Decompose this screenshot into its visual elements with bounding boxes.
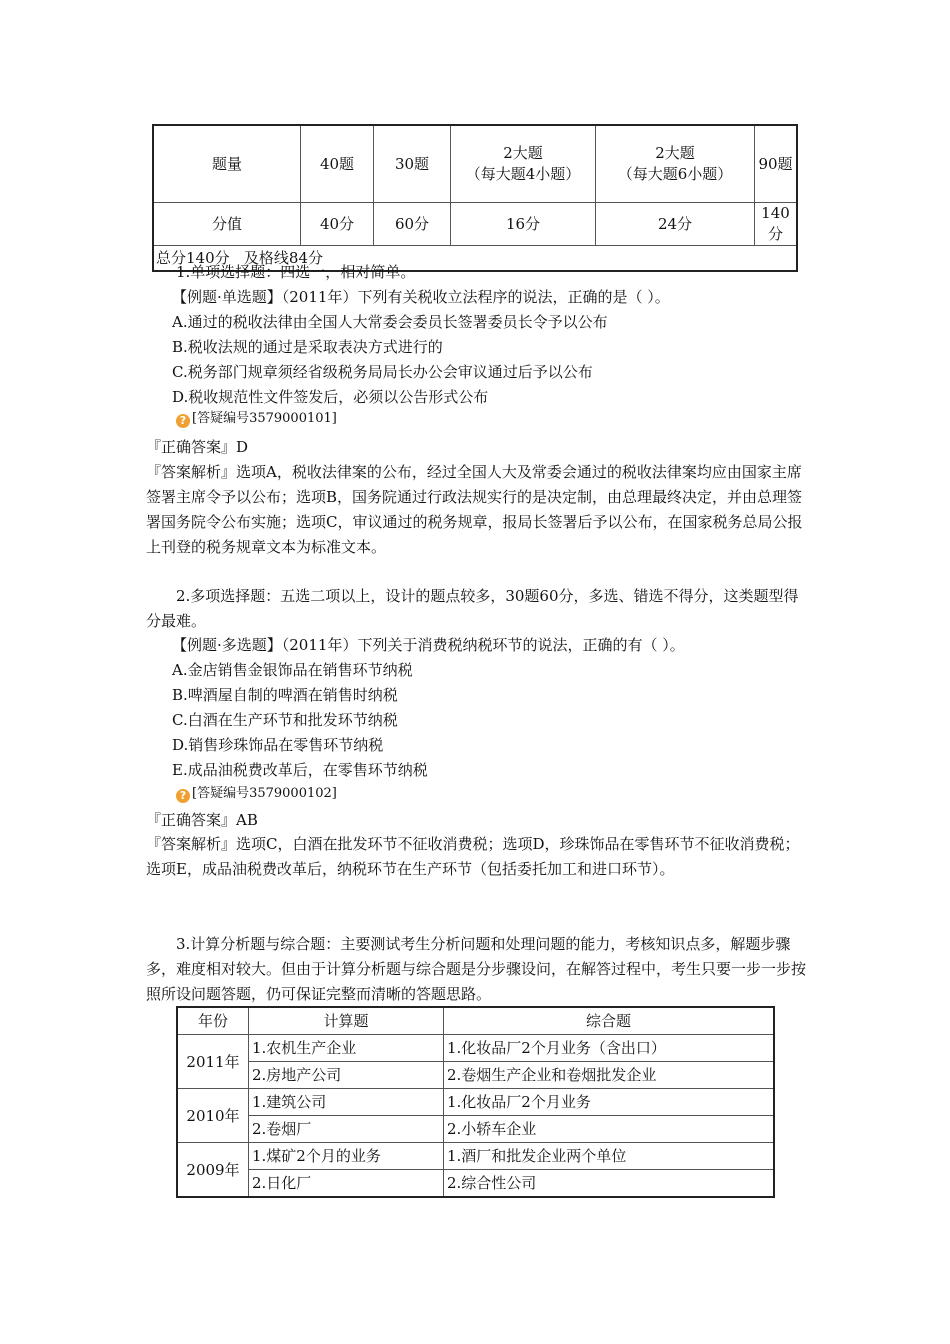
exam-history-table bbox=[176, 1006, 775, 1198]
option-d: D.税收规范性文件签发后，必须以公告形式公布 bbox=[172, 388, 489, 406]
table-cell: 题量 bbox=[153, 125, 301, 203]
option-c: C.税务部门规章须经省级税务局局长办公会审议通过后予以公布 bbox=[172, 363, 593, 381]
table-cell: 40分 bbox=[301, 203, 374, 246]
option-b: B.税收法规的通过是采取表决方式进行的 bbox=[172, 338, 443, 356]
year-cell: 2009年 bbox=[177, 1143, 249, 1198]
table-cell: 24分 bbox=[596, 203, 755, 246]
option-a: A.通过的税收法律由全国人大常委会委员长签署委员长令予以公布 bbox=[172, 313, 608, 331]
correct-answer: 『正确答案』AB bbox=[146, 811, 258, 829]
year-cell: 2010年 bbox=[177, 1089, 249, 1143]
correct-answer: 『正确答案』D bbox=[146, 438, 249, 456]
example-question: 【例题·多选题】（2011年）下列关于消费税纳税环节的说法，正确的有（ ）。 bbox=[172, 636, 685, 654]
exam-structure-table bbox=[152, 124, 798, 272]
option-c: C.白酒在生产环节和批发环节纳税 bbox=[172, 711, 398, 729]
example-question: 【例题·单选题】（2011年）下列有关税收立法程序的说法，正确的是（ ）。 bbox=[172, 288, 670, 306]
option-b: B.啤酒屋自制的啤酒在销售时纳税 bbox=[172, 686, 398, 704]
table-cell: 40题 bbox=[301, 125, 374, 203]
table-cell: 30题 bbox=[374, 125, 451, 203]
table-cell: 2.日化厂 bbox=[249, 1170, 444, 1198]
option-e: E.成品油税费改革后，在零售环节纳税 bbox=[172, 761, 428, 779]
table-cell: 分值 bbox=[153, 203, 301, 246]
table-row bbox=[177, 1143, 774, 1170]
table-cell: 2大题 （每大题6小题） bbox=[596, 125, 755, 203]
section-heading: 2.多项选择题：五选二项以上，设计的题点较多，30题60分，多选、错选不得分，这类题型得分最难。 bbox=[146, 587, 799, 630]
question-mark-icon: ? bbox=[176, 789, 190, 803]
question-code-text: [答疑编号3579000102] bbox=[192, 786, 337, 801]
section-heading: 3.计算分析题与综合题：主要测试考生分析问题和处理问题的能力，考核知识点多，解题步骤多，难度相对较大。但由于计算分析题与综合题是分步骤设问，在解答过程中，考生只要一步一步按照所设问题答题，仍可保证完整而清晰的答题思路。 bbox=[146, 935, 807, 1003]
table-header: 年份 bbox=[177, 1007, 249, 1035]
table-row bbox=[177, 1035, 774, 1062]
table-cell: 140分 bbox=[755, 203, 798, 246]
table-cell: 1.农机生产企业 bbox=[249, 1035, 444, 1062]
table-header: 综合题 bbox=[444, 1007, 775, 1035]
table-cell: 1.酒厂和批发企业两个单位 bbox=[444, 1143, 775, 1170]
table-cell: 1.煤矿2个月的业务 bbox=[249, 1143, 444, 1170]
table-cell: 2.小轿车企业 bbox=[444, 1116, 775, 1143]
table-cell: 2大题 （每大题4小题） bbox=[451, 125, 596, 203]
table-row bbox=[177, 1062, 774, 1089]
table-header: 计算题 bbox=[249, 1007, 444, 1035]
table-cell: 2.卷烟厂 bbox=[249, 1116, 444, 1143]
table-cell: 2.房地产公司 bbox=[249, 1062, 444, 1089]
option-d: D.销售珍珠饰品在零售环节纳税 bbox=[172, 736, 384, 754]
section-heading: 1.单项选择题：四选一，相对简单。 bbox=[176, 263, 416, 281]
table-cell: 90题 bbox=[755, 125, 798, 203]
question-code-text: [答疑编号3579000101] bbox=[192, 411, 337, 426]
answer-analysis: 『答案解析』选项A，税收法律案的公布，经过全国人大及常委会通过的税收法律案均应由国家主席签署主席令予以公布；选项B，国务院通过行政法规实行的是决定制，由总理最终决定，并由总理签署国务院令公布实施；选项C，审议通过的税务规章，报局长签署后予以公布，在国家税务总局公报上刊登的税务规章文本为标准文本。 bbox=[146, 463, 803, 556]
option-a: A.金店销售金银饰品在销售环节纳税 bbox=[172, 661, 413, 679]
question-code[interactable] bbox=[176, 785, 337, 803]
table-cell: 16分 bbox=[451, 203, 596, 246]
table-row bbox=[177, 1170, 774, 1198]
table-cell: 60分 bbox=[374, 203, 451, 246]
table-cell: 1.建筑公司 bbox=[249, 1089, 444, 1116]
table-cell: 1.化妆品厂2个月业务（含出口） bbox=[444, 1035, 775, 1062]
table-row bbox=[177, 1116, 774, 1143]
table-cell: 2.卷烟生产企业和卷烟批发企业 bbox=[444, 1062, 775, 1089]
question-mark-icon: ? bbox=[176, 414, 190, 428]
table-cell: 2.综合性公司 bbox=[444, 1170, 775, 1198]
score-summary: 总分140分 及格线84分 bbox=[153, 246, 797, 272]
answer-analysis: 『答案解析』选项C，白酒在批发环节不征收消费税；选项D，珍珠饰品在零售环节不征收消费税；选项E，成品油税费改革后，纳税环节在生产环节（包括委托加工和进口环节）。 bbox=[146, 835, 800, 878]
year-cell: 2011年 bbox=[177, 1035, 249, 1089]
question-code[interactable] bbox=[176, 410, 337, 428]
table-cell: 1.化妆品厂2个月业务 bbox=[444, 1089, 775, 1116]
table-row bbox=[177, 1089, 774, 1116]
